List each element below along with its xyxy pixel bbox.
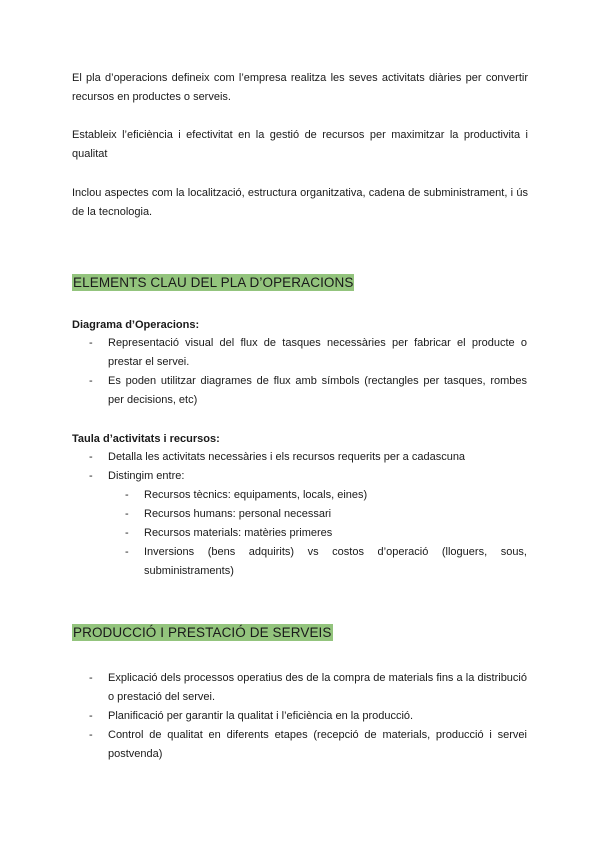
subheading-taula-activitats: Taula d’activitats i recursos: [72, 433, 220, 445]
intro-paragraph-1: El pla d’operacions defineix com l’empresa realitza les seves activitats diàries per convertir recursos en productes o serveis. [72, 72, 528, 103]
diagram-list [0, 334, 600, 410]
list-item [0, 448, 600, 467]
sublist-item [0, 486, 600, 505]
list-item [0, 726, 600, 764]
production-list [0, 669, 600, 764]
dash-marker: - [89, 470, 93, 482]
subheading-diagrama-operacions: Diagrama d’Operacions: [72, 319, 200, 331]
dash-marker: - [89, 729, 93, 741]
sublist-item-text: Recursos tècnics: equipaments, locals, eines) [144, 489, 368, 501]
dash-marker: - [89, 337, 93, 349]
list-item [0, 467, 600, 486]
list-item-text: Control de qualitat en diferents etapes (recepció de materials, producció i servei postvenda) [108, 729, 527, 760]
list-item [0, 707, 600, 726]
list-item-text: Es poden utilitzar diagrames de flux amb símbols (rectangles per tasques, rombes per decisions, etc) [108, 375, 527, 406]
sublist-item-text: Inversions (bens adquirits) vs costos d’operació (lloguers, sous, subministraments) [144, 546, 527, 577]
dash-marker: - [125, 527, 129, 539]
dash-marker: - [89, 451, 93, 463]
list-item [0, 334, 600, 372]
resources-sublist [0, 486, 600, 581]
sublist-item-text: Recursos materials: matèries primeres [144, 527, 333, 539]
list-item-text: Representació visual del flux de tasques necessàries per fabricar el producte o prestar el servei. [108, 337, 527, 368]
intro-paragraph-2: Estableix l’eficiència i efectivitat en la gestió de recursos per maximitzar la productivita i qualitat [72, 129, 528, 160]
sublist-item-text: Recursos humans: personal necessari [144, 508, 332, 520]
sublist-item [0, 505, 600, 524]
dash-marker: - [89, 672, 93, 684]
activities-list [0, 448, 600, 486]
list-item-text: Explicació dels processos operatius des de la compra de materials fins a la distribució o prestació del servei. [108, 672, 527, 703]
list-item [0, 372, 600, 410]
dash-marker: - [125, 508, 129, 520]
dash-marker: - [89, 375, 93, 387]
dash-marker: - [89, 710, 93, 722]
intro-paragraph-3: Inclou aspectes com la localització, estructura organitzativa, cadena de subministrament, i ús de la tecnologia. [72, 187, 528, 218]
list-item-text: Planificació per garantir la qualitat i l’eficiència en la producció. [108, 710, 414, 722]
list-item [0, 669, 600, 707]
dash-marker: - [125, 546, 129, 558]
section-heading-elements-clau: ELEMENTS CLAU DEL PLA D’OPERACIONS [73, 275, 354, 290]
list-item-text: Distingim entre: [108, 470, 185, 482]
section-heading-produccio: PRODUCCIÓ I PRESTACIÓ DE SERVEIS [73, 625, 332, 640]
sublist-item [0, 524, 600, 543]
list-item-text: Detalla les activitats necessàries i els recursos requerits per a cadascuna [108, 451, 466, 463]
sublist-item [0, 543, 600, 581]
dash-marker: - [125, 489, 129, 501]
